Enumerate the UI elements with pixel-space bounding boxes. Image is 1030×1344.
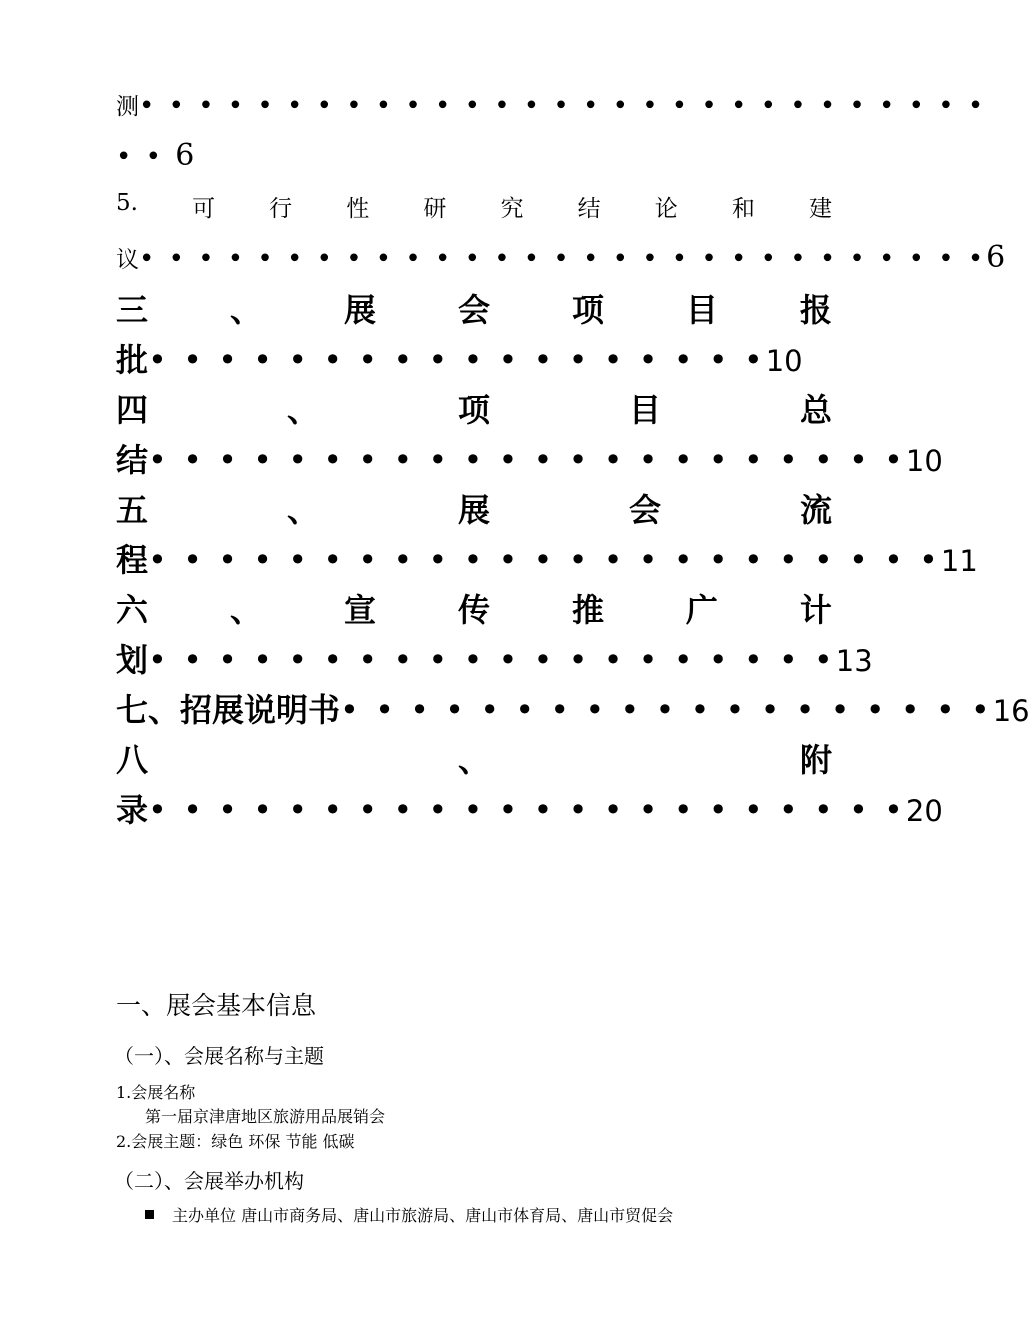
toc-char: 五 [116, 491, 149, 529]
subsection-heading: （一）、会展名称与主题 [114, 1044, 324, 1068]
toc-section-5 [116, 485, 832, 531]
toc-char: 论 [654, 196, 678, 222]
toc-char: 三 [116, 291, 149, 329]
toc-char: 结 [116, 441, 149, 479]
toc-leader-dots: • • [116, 142, 176, 172]
toc-char: 划 [116, 641, 149, 679]
toc-char: 计 [799, 591, 832, 629]
toc-page-number: 13 [835, 644, 873, 678]
item-value: 第一届京津唐地区旅游用品展销会 [145, 1107, 386, 1126]
toc-line-2 [116, 138, 832, 173]
toc-char: 性 [346, 196, 370, 222]
toc-char: 、 [229, 291, 262, 329]
toc-char: 广 [685, 591, 718, 629]
toc-char: 、 [457, 741, 490, 779]
toc-char: 批 [116, 341, 149, 379]
toc-char: 目 [628, 391, 661, 429]
toc-line-4 [116, 240, 1006, 275]
toc-section-8-cont [116, 785, 943, 831]
square-bullet-icon [145, 1210, 154, 1219]
toc-section-4-cont [116, 435, 943, 481]
toc-char: 项 [571, 291, 604, 329]
toc-char: 目 [685, 291, 718, 329]
toc-char: 项 [457, 391, 490, 429]
section-heading: 一、展会基本信息 [116, 991, 317, 1020]
toc-section-6-cont [116, 635, 873, 681]
toc-section-4 [116, 385, 832, 431]
bullet-item [145, 1203, 861, 1226]
toc-char: 5. [116, 190, 138, 216]
toc-section-6 [116, 585, 832, 631]
toc-char: 、 [286, 391, 319, 429]
toc-line-3 [116, 190, 832, 223]
toc-char: 议 [116, 247, 139, 273]
toc-char: 六 [116, 591, 149, 629]
toc-char: 究 [500, 196, 524, 222]
toc-char: 行 [269, 196, 293, 222]
toc-char: 附 [799, 741, 832, 779]
toc-leader-dots: • • • • • • • • • • • • • • • • • • • • • • • • • • • • • [139, 91, 987, 121]
toc-leader-dots: • • • • • • • • • • • • • • • • • • • • • • • [148, 541, 941, 579]
toc-page-number: 10 [765, 344, 803, 378]
toc-page-number: 11 [940, 544, 978, 578]
toc-leader-dots: • • • • • • • • • • • • • • • • • • [148, 341, 766, 379]
subsection-heading: （二）、会展举办机构 [114, 1169, 304, 1193]
toc-char: 四 [116, 391, 149, 429]
toc-char: 八 [116, 741, 149, 779]
toc-section-7 [116, 685, 1030, 731]
toc-char: 传 [457, 591, 490, 629]
toc-section-5-cont [116, 535, 978, 581]
toc-section-3-cont [116, 335, 832, 381]
toc-page-number: 6 [175, 138, 195, 173]
toc-char: 测 [116, 94, 139, 120]
toc-leader-dots: • • • • • • • • • • • • • • • • • • • • • • [148, 441, 906, 479]
toc-leader-dots: • • • • • • • • • • • • • • • • • • • [340, 691, 993, 729]
toc-line-1 [116, 88, 987, 121]
item-label: 1.会展名称 [116, 1083, 196, 1102]
toc-char: 建 [808, 196, 832, 222]
toc-page-number: 20 [905, 794, 943, 828]
bullet-text: 主办单位 唐山市商务局、唐山市旅游局、唐山市体育局、唐山市贸促会 [172, 1206, 674, 1225]
toc-char: 展 [457, 491, 490, 529]
toc-char: 会 [628, 491, 661, 529]
toc-char: 、 [229, 591, 262, 629]
toc-leader-dots: • • • • • • • • • • • • • • • • • • • • [148, 641, 836, 679]
toc-char: 和 [731, 196, 755, 222]
toc-char: 可 [192, 196, 216, 222]
toc-page-number: 6 [986, 240, 1006, 275]
item-label: 2.会展主题：绿色 环保 节能 低碳 [116, 1132, 355, 1151]
toc-char: 推 [571, 591, 604, 629]
toc-leader-dots: • • • • • • • • • • • • • • • • • • • • • • • • • • • • • [139, 244, 987, 274]
toc-char: 展 [343, 291, 376, 329]
toc-char: 会 [457, 291, 490, 329]
toc-char: 研 [423, 196, 447, 222]
toc-page-number: 10 [905, 444, 943, 478]
toc-char: 报 [799, 291, 832, 329]
toc-entry-title: 七、招展说明书 [116, 691, 341, 729]
toc-page-number: 16 [992, 694, 1030, 728]
toc-char: 程 [116, 541, 149, 579]
toc-section-8 [116, 735, 832, 781]
toc-char: 总 [799, 391, 832, 429]
toc-char: 流 [799, 491, 832, 529]
toc-char: 宣 [343, 591, 376, 629]
toc-char: 、 [286, 491, 319, 529]
toc-leader-dots: • • • • • • • • • • • • • • • • • • • • • • [148, 791, 906, 829]
toc-char: 录 [116, 791, 149, 829]
toc-section-3 [116, 285, 832, 331]
toc-char: 结 [577, 196, 601, 222]
